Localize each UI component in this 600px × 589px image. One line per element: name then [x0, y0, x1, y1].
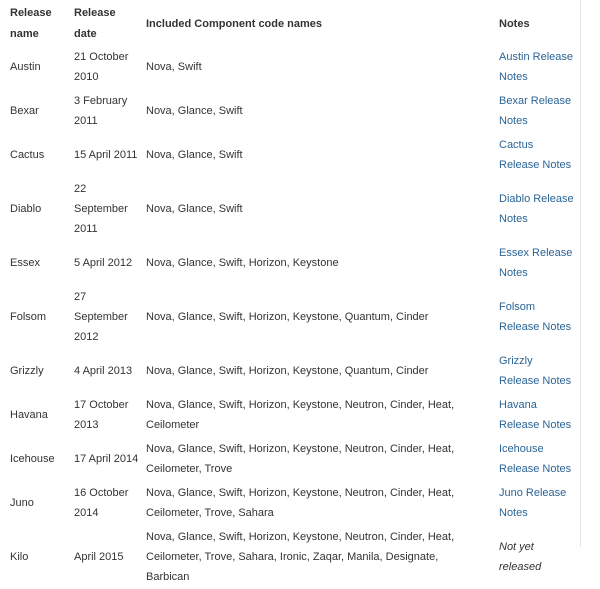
- release-notes-link[interactable]: Grizzly Release Notes: [499, 355, 572, 387]
- release-notes-link[interactable]: Havana Release Notes: [499, 399, 572, 431]
- release-notes-link[interactable]: Bexar Release Notes: [499, 95, 572, 127]
- release-name-cell: Austin: [10, 61, 41, 73]
- release-date-cell: 22 September 2011: [74, 183, 128, 235]
- table-row: [0, 177, 578, 241]
- release-name-cell: Icehouse: [10, 453, 55, 465]
- release-status-text: Not yet released: [499, 541, 542, 573]
- components-cell: Nova, Glance, Swift, Horizon, Keystone, Neutron, Cinder, Heat, Ceilometer, Trove, Sahara: [146, 487, 455, 519]
- table-body: [0, 45, 578, 589]
- table-row: [0, 481, 578, 525]
- release-date-cell: 27 September 2012: [74, 291, 128, 343]
- notes-cell: [475, 481, 578, 525]
- notes-cell: [475, 525, 578, 589]
- components-cell: Nova, Glance, Swift, Horizon, Keystone, Neutron, Cinder, Heat, Ceilometer, Trove: [146, 443, 455, 475]
- table-row: [0, 45, 578, 89]
- release-date-cell: 4 April 2013: [74, 365, 133, 377]
- release-date-cell: 17 October 2013: [74, 399, 129, 431]
- components-cell: Nova, Glance, Swift, Horizon, Keystone: [146, 257, 339, 269]
- notes-cell: [475, 177, 578, 241]
- components-cell: Nova, Glance, Swift, Horizon, Keystone, Neutron, Cinder, Heat, Ceilometer, Trove, Sahara, Ironic, Zaqar, Manila, Designate, Barbican: [146, 531, 455, 583]
- release-notes-link[interactable]: Cactus Release Notes: [499, 139, 572, 171]
- notes-cell: [475, 241, 578, 285]
- table-row: [0, 89, 578, 133]
- table-row: [0, 133, 578, 177]
- components-cell: Nova, Swift: [146, 61, 202, 73]
- notes-cell: [475, 133, 578, 177]
- release-notes-link[interactable]: Folsom Release Notes: [499, 301, 572, 333]
- components-cell: Nova, Glance, Swift: [146, 149, 243, 161]
- components-cell: Nova, Glance, Swift, Horizon, Keystone, Neutron, Cinder, Heat, Ceilometer: [146, 399, 455, 431]
- table-row: [0, 241, 578, 285]
- content-border: [580, 0, 581, 547]
- notes-cell: [475, 437, 578, 481]
- release-name-cell: Juno: [10, 497, 34, 509]
- header-release-name: Release name: [10, 7, 52, 40]
- table-header-row: [0, 0, 578, 45]
- header-notes: Notes: [499, 17, 530, 30]
- release-name-cell: Essex: [10, 257, 40, 269]
- release-name-cell: Havana: [10, 409, 48, 421]
- components-cell: Nova, Glance, Swift, Horizon, Keystone, Quantum, Cinder: [146, 311, 429, 323]
- header-components: Included Component code names: [146, 17, 323, 30]
- release-notes-link[interactable]: Juno Release Notes: [499, 487, 567, 519]
- release-notes-link[interactable]: Austin Release Notes: [499, 51, 573, 83]
- notes-cell: [475, 349, 578, 393]
- release-notes-link[interactable]: Essex Release Notes: [499, 247, 573, 279]
- release-name-cell: Bexar: [10, 105, 39, 117]
- release-date-cell: 16 October 2014: [74, 487, 129, 519]
- table-row: [0, 349, 578, 393]
- release-name-cell: Cactus: [10, 149, 45, 161]
- release-name-cell: Grizzly: [10, 365, 44, 377]
- release-date-cell: 21 October 2010: [74, 51, 129, 83]
- notes-cell: [475, 285, 578, 349]
- header-release-date: Release date: [74, 7, 116, 40]
- table-row: [0, 525, 578, 589]
- notes-cell: [475, 393, 578, 437]
- release-date-cell: 17 April 2014: [74, 453, 139, 465]
- release-notes-link[interactable]: Diablo Release Notes: [499, 193, 574, 225]
- notes-cell: [475, 45, 578, 89]
- release-name-cell: Folsom: [10, 311, 47, 323]
- release-date-cell: 3 February 2011: [74, 95, 128, 127]
- release-name-cell: Diablo: [10, 203, 42, 215]
- table-row: [0, 437, 578, 481]
- table-row: [0, 285, 578, 349]
- components-cell: Nova, Glance, Swift, Horizon, Keystone, Quantum, Cinder: [146, 365, 429, 377]
- notes-cell: [475, 89, 578, 133]
- components-cell: Nova, Glance, Swift: [146, 105, 243, 117]
- release-name-cell: Kilo: [10, 551, 29, 563]
- components-cell: Nova, Glance, Swift: [146, 203, 243, 215]
- table-row: [0, 393, 578, 437]
- release-date-cell: April 2015: [74, 551, 124, 563]
- release-date-cell: 15 April 2011: [74, 149, 138, 161]
- release-notes-link[interactable]: Icehouse Release Notes: [499, 443, 572, 475]
- release-date-cell: 5 April 2012: [74, 257, 133, 269]
